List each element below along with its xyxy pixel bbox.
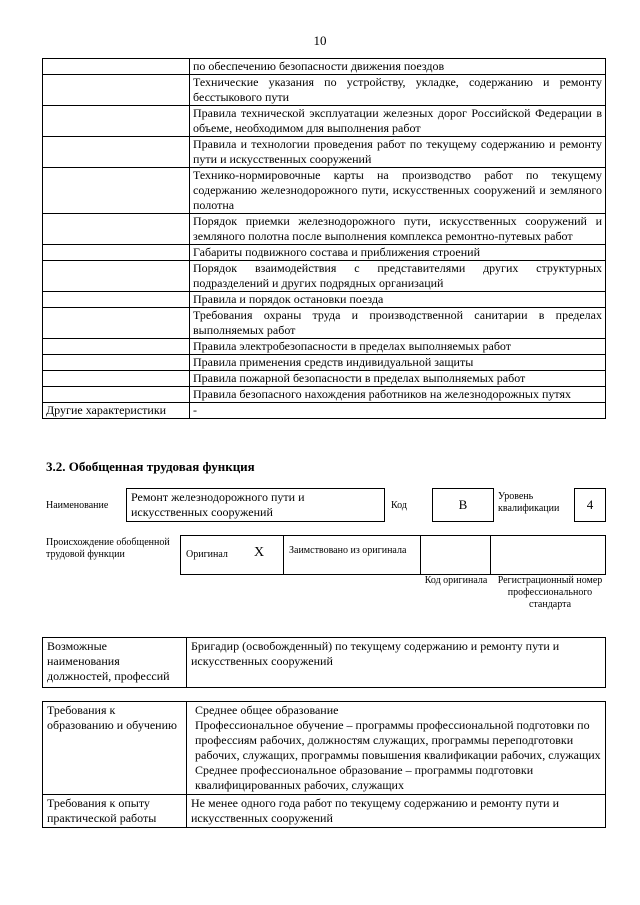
row-label (43, 168, 190, 214)
name-value: Ремонт железнодорожного пути и искусственных сооружений (126, 488, 385, 522)
education-line: Среднее профессиональное образование – программы подготовки квалифицированных рабочих, служащих (195, 763, 534, 792)
borrowed-label: Заимствовано из оригинала (289, 545, 407, 556)
table-row (43, 245, 606, 261)
table-row (43, 59, 606, 75)
row-label (43, 106, 190, 137)
row-label (43, 339, 190, 355)
education-table (42, 701, 606, 828)
origin-label: Происхождение обобщенной трудовой функции (46, 537, 170, 560)
table-row (43, 339, 606, 355)
row-label: Другие характеристики (43, 403, 190, 419)
code-original-caption: Код оригинала (424, 575, 488, 586)
education-line: Профессиональное обучение – программы профессиональной подготовки по профессиям рабочих, должностям служащих, программы переподготовки рабочих, служащих, программы повышения квалификации рабочих, служащих (195, 718, 601, 762)
experience-label: Требования к опыту практической работы (43, 795, 187, 828)
positions-label: Возможные наименования должностей, профессий (43, 638, 187, 688)
name-label: Наименование (46, 500, 109, 511)
table-row (43, 355, 606, 371)
row-text: Порядок приемки железнодорожного пути, искусственных сооружений и земляного полотна после выполнения комплекса ремонтно-путевых работ (190, 214, 606, 245)
page-number: 10 (313, 33, 327, 48)
divider (420, 535, 421, 575)
table-row (43, 308, 606, 339)
row-label (43, 214, 190, 245)
row-label (43, 137, 190, 168)
row-text: Требования охраны труда и производственной санитарии в пределах выполняемых работ (190, 308, 606, 339)
table-row (43, 371, 606, 387)
row-text: Правила и порядок остановки поезда (190, 292, 606, 308)
table-row (43, 292, 606, 308)
education-value (187, 702, 606, 795)
level-label: Уровень квалификации (498, 491, 560, 514)
row-text: Правила пожарной безопасности в пределах выполняемых работ (190, 371, 606, 387)
row-text: Правила безопасного нахождения работников на железнодорожных путях (190, 387, 606, 403)
reg-number-caption: Регистрационный номер профессионального стандарта (497, 575, 603, 610)
row-label (43, 59, 190, 75)
requirements-table (42, 58, 606, 419)
row-label (43, 371, 190, 387)
section-heading: 3.2. Обобщенная трудовая функция (46, 459, 255, 474)
row-text: Правила электробезопасности в пределах выполняемых работ (190, 339, 606, 355)
row-label (43, 292, 190, 308)
education-line: Среднее общее образование (195, 703, 339, 717)
row-text: Правила и технологии проведения работ по текущему содержанию и ремонту пути и искусственных сооружений (190, 137, 606, 168)
table-row (43, 403, 606, 419)
row-text: Габариты подвижного состава и приближения строений (190, 245, 606, 261)
table-row (43, 75, 606, 106)
row-label (43, 75, 190, 106)
table-row (43, 106, 606, 137)
table-row (43, 261, 606, 292)
original-label: Оригинал (186, 549, 228, 560)
row-label (43, 261, 190, 292)
code-label: Код (391, 500, 407, 511)
row-text: Порядок взаимодействия с представителями других структурных подразделений и других подрядных организаций (190, 261, 606, 292)
positions-table (42, 637, 606, 688)
row-text: Правила применения средств индивидуальной защиты (190, 355, 606, 371)
education-label: Требования к образованию и обучению (43, 702, 187, 795)
divider (490, 535, 491, 575)
row-label (43, 245, 190, 261)
row-text: Правила технической эксплуатации железных дорог Российской Федерации в объеме, необходимом для выполнения работ (190, 106, 606, 137)
row-text: Технические указания по устройству, укладке, содержанию и ремонту бесстыкового пути (190, 75, 606, 106)
divider (283, 535, 284, 575)
table-row (43, 168, 606, 214)
row-label (43, 308, 190, 339)
row-text: Технико-нормировочные карты на производство работ по текущему содержанию железнодорожного пути, искусственных сооружений и земляного полотна (190, 168, 606, 214)
table-row (43, 214, 606, 245)
table-row (43, 387, 606, 403)
original-mark: X (254, 545, 265, 560)
row-text: по обеспечению безопасности движения поездов (190, 59, 606, 75)
experience-value: Не менее одного года работ по текущему содержанию и ремонту пути и искусственных сооружений (187, 795, 606, 828)
positions-value: Бригадир (освобожденный) по текущему содержанию и ремонту пути и искусственных сооружений (187, 638, 606, 688)
row-text: - (190, 403, 606, 419)
code-value: В (432, 488, 494, 522)
row-label (43, 355, 190, 371)
table-row (43, 137, 606, 168)
level-value: 4 (574, 488, 606, 522)
row-label (43, 387, 190, 403)
